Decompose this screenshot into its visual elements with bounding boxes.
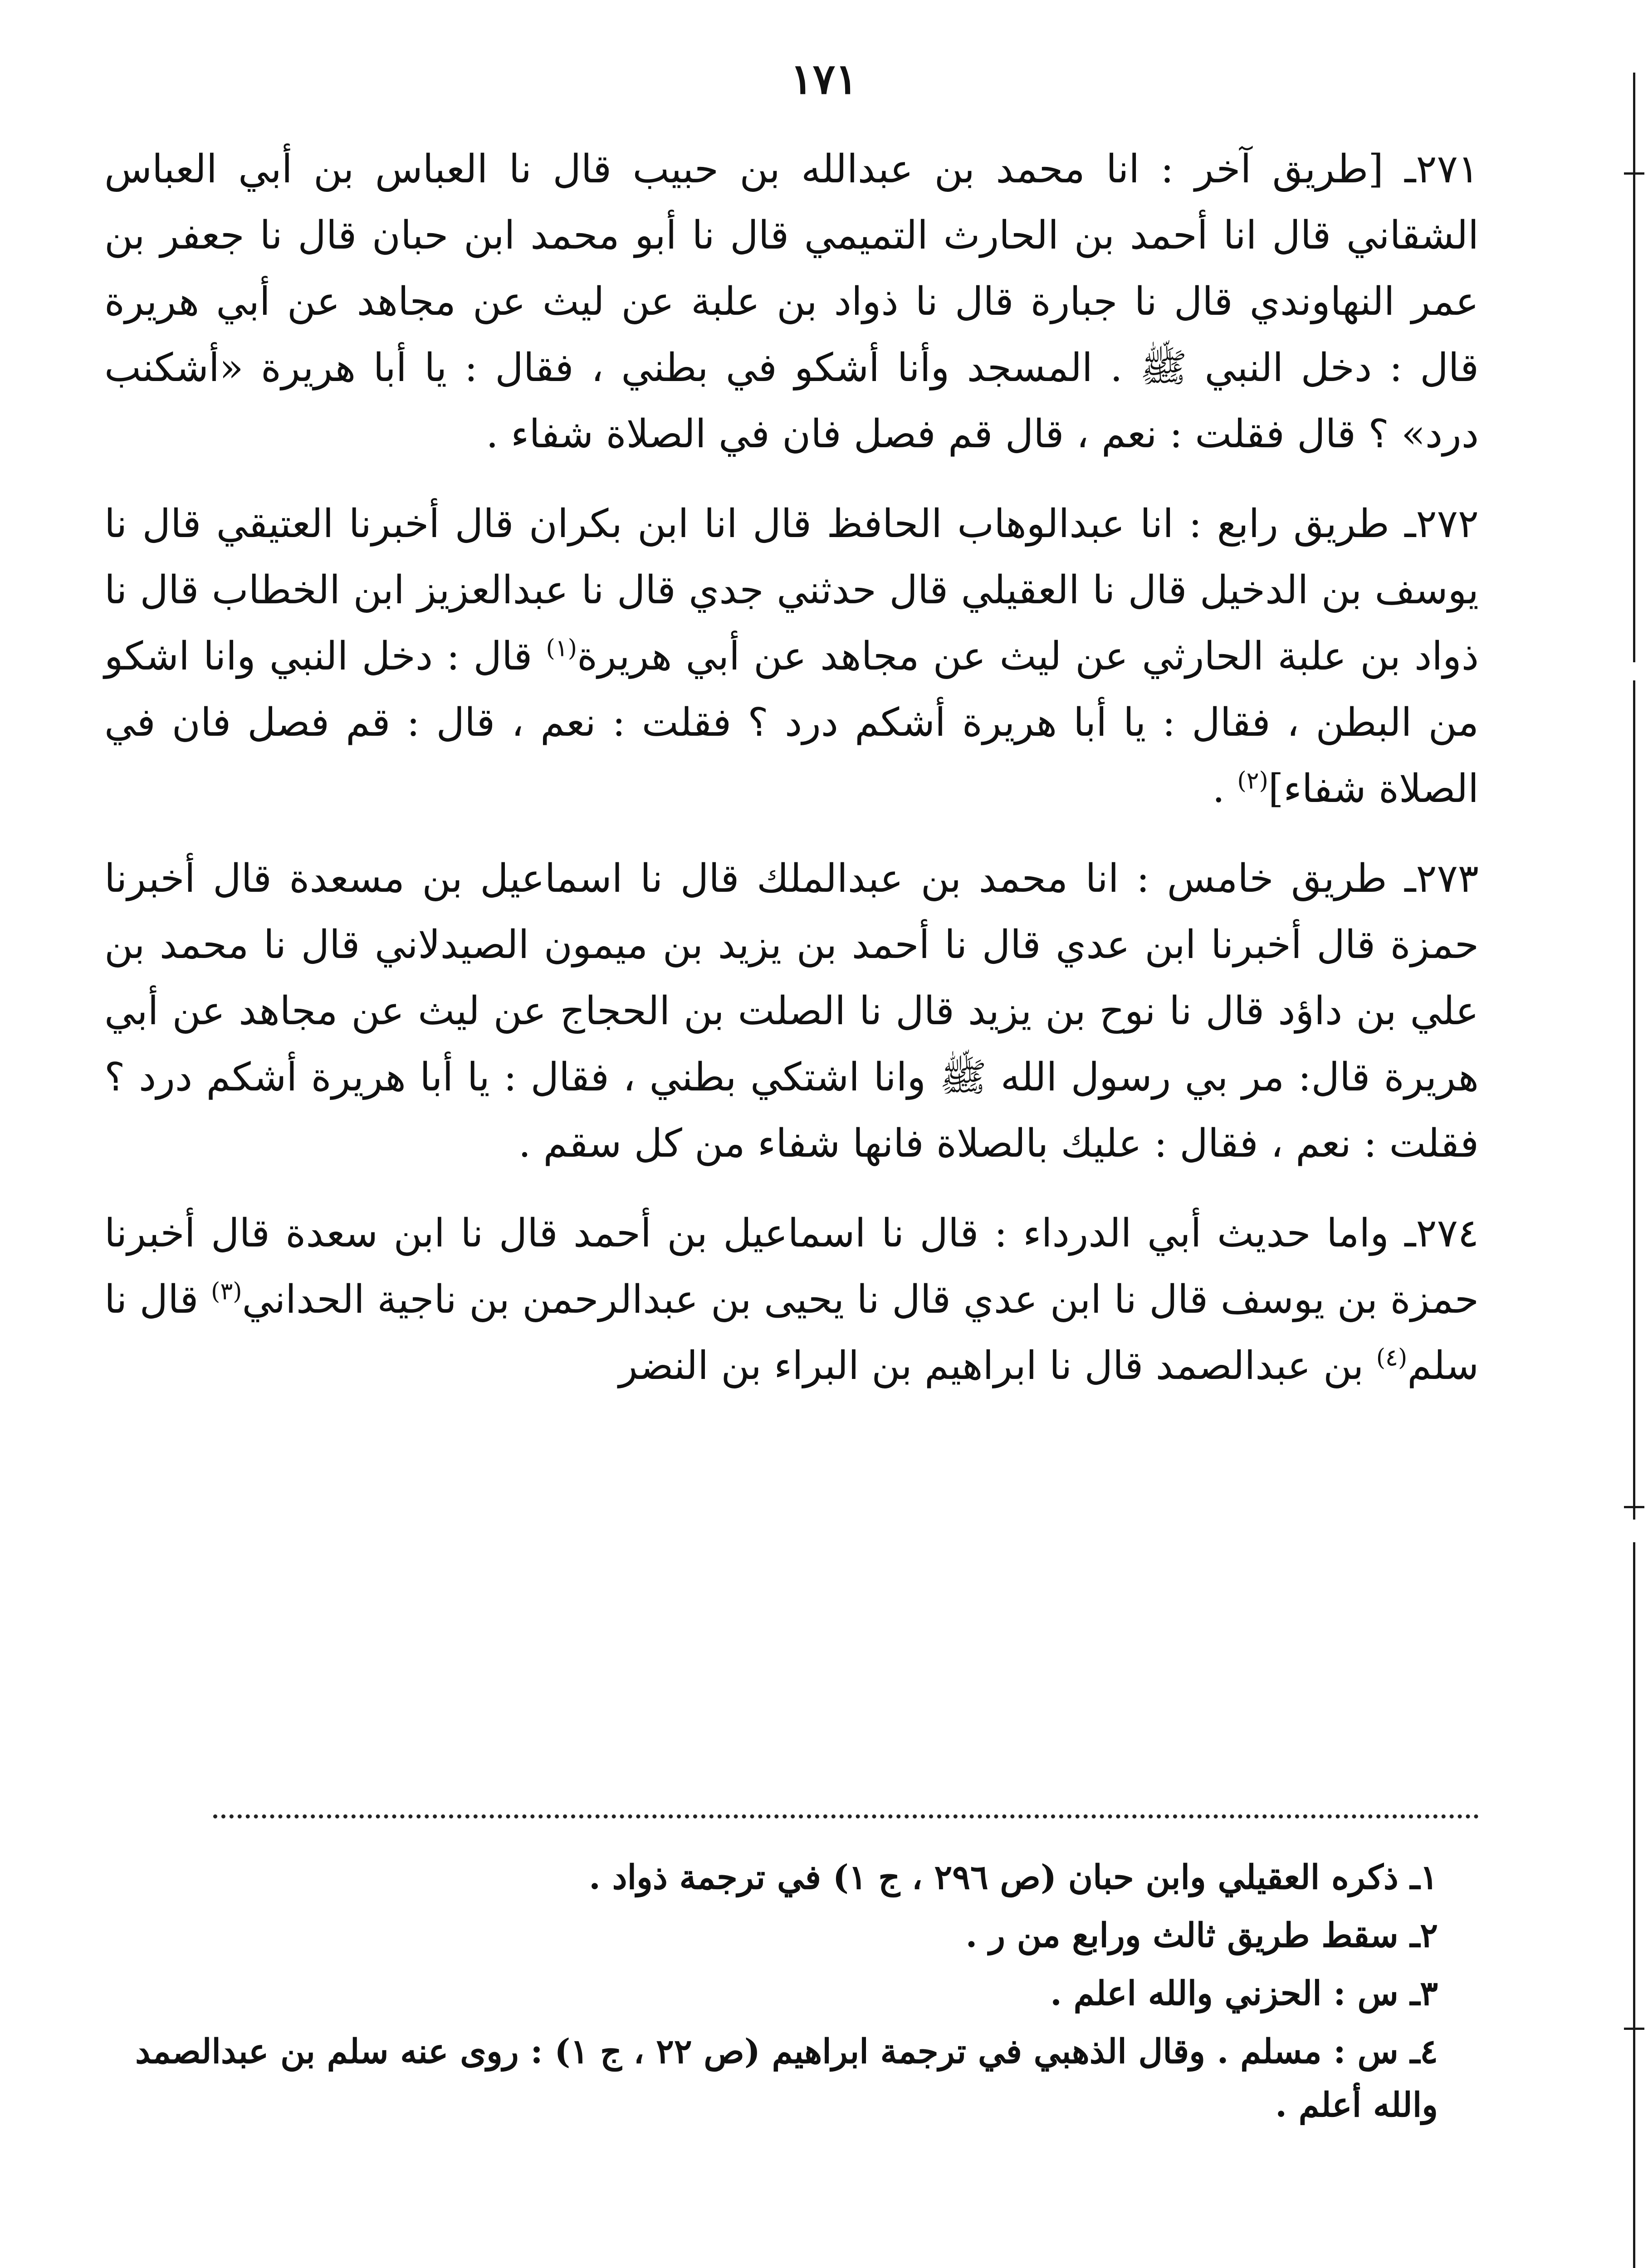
footnote-2: ٢ـ سقط طريق ثالث ورابع من ر . [965, 1916, 1438, 1955]
footnote-1: ١ـ ذكره العقيلي وابن حبان (ص ٢٩٦ ، ج ١) في ترجمة ذواد . [589, 1858, 1438, 1897]
page-edge-line [1633, 73, 1635, 662]
paragraph-text-cont: قال نا سلم [104, 1277, 1479, 1388]
page-edge-line [1633, 1542, 1635, 2268]
paragraph-text: ـ واما حديث أبي الدرداء : قال نا اسماعيل بن أحمد قال نا ابن سعدة قال أخبرنا حمزة بن يوسف قال نا ابن عدي قال نا يحيى بن عبدالرحمن بن ناجية الحداني [104, 1211, 1479, 1322]
page-edge-tick [1624, 1506, 1644, 1508]
paragraph-text-cont: قال : دخل النبي وانا اشكو من البطن ، فقال : يا أبا هريرة أشكم درد ؟ فقلت : نعم ، قال : قم فصل فان في الصلاة شفاء] [104, 634, 1479, 811]
footnote-4: ٤ـ س : مسلم . وقال الذهبي في ترجمة ابراهيم (ص ٢٢ ، ج ١) : روى عنه سلم بن عبدالصمد والله أعلم . [135, 2032, 1438, 2125]
hadith-number: ٢٧٤ [1416, 1211, 1479, 1256]
page-number: ١٧١ [790, 54, 858, 103]
page-edge-line [1633, 680, 1635, 1520]
paragraph-274 [104, 1200, 1479, 1399]
paragraph-text: ـ طريق رابع : انا عبدالوهاب الحافظ قال انا ابن بكران قال أخبرنا العتيقي قال نا يوسف بن الدخيل قال نا العقيلي قال حدثني جدي قال نا عبدالعزيز ابن الخطاب قال نا ذواد بن علبة الحارثي عن ليث عن مجاهد عن أبي هريرة [104, 501, 1479, 679]
paragraph-text-end: بن عبدالصمد قال نا ابراهيم بن البراء بن النضر [618, 1343, 1376, 1388]
footnote-ref[interactable]: (٢) [1237, 767, 1268, 795]
paragraph-text-end: . [1212, 766, 1237, 811]
page-edge-tick [1624, 2028, 1644, 2030]
hadith-number: ٢٧١ [1416, 147, 1479, 192]
paragraph-text: ـ طريق خامس : انا محمد بن عبدالملك قال نا اسماعيل بن مسعدة قال أخبرنا حمزة قال أخبرنا ابن عدي قال نا أحمد بن يزيد بن ميمون الصيدلاني قال نا محمد بن علي بن داؤد قال نا نوح بن يزيد قال نا الصلت بن الحجاج عن ليث عن مجاهد عن أبي هريرة قال: مر بي رسول الله ﷺ وانا اشتكي بطني ، فقال : يا أبا هريرة أشكم درد ؟ فقلت : نعم ، فقال : عليك بالصلاة فانها شفاء من كل سقم . [104, 856, 1479, 1166]
footnote-ref[interactable]: (٣) [211, 1278, 242, 1305]
footnotes [104, 1851, 1438, 2136]
paragraph-272 [104, 491, 1479, 822]
hadith-number: ٢٧٣ [1416, 856, 1479, 901]
footnote-3: ٣ـ س : الحزني والله اعلم . [1050, 1974, 1438, 2013]
footnote-ref[interactable]: (٤) [1376, 1344, 1408, 1372]
paragraph-273 [104, 846, 1479, 1177]
page-edge-tick [1624, 172, 1644, 175]
paragraph-271 [104, 136, 1479, 467]
footnote-ref[interactable]: (١) [546, 635, 577, 662]
hadith-number: ٢٧٢ [1416, 501, 1479, 547]
main-text [104, 136, 1479, 1422]
footnote-divider [213, 1814, 1479, 1818]
paragraph-text: ـ [طريق آخر : انا محمد بن عبدالله بن حبيب قال نا العباس بن أبي العباس الشقاني قال انا أحمد بن الحارث التميمي قال نا أبو محمد ابن حبان قال نا جعفر بن عمر النهاوندي قال نا جبارة قال نا ذواد بن علبة عن ليث عن مجاهد عن أبي هريرة قال : دخل النبي ﷺ . المسجد وأنا أشكو في بطني ، فقال : يا أبا هريرة «أشكنب درد» ؟ قال فقلت : نعم ، قال قم فصل فان في الصلاة شفاء . [104, 147, 1479, 457]
